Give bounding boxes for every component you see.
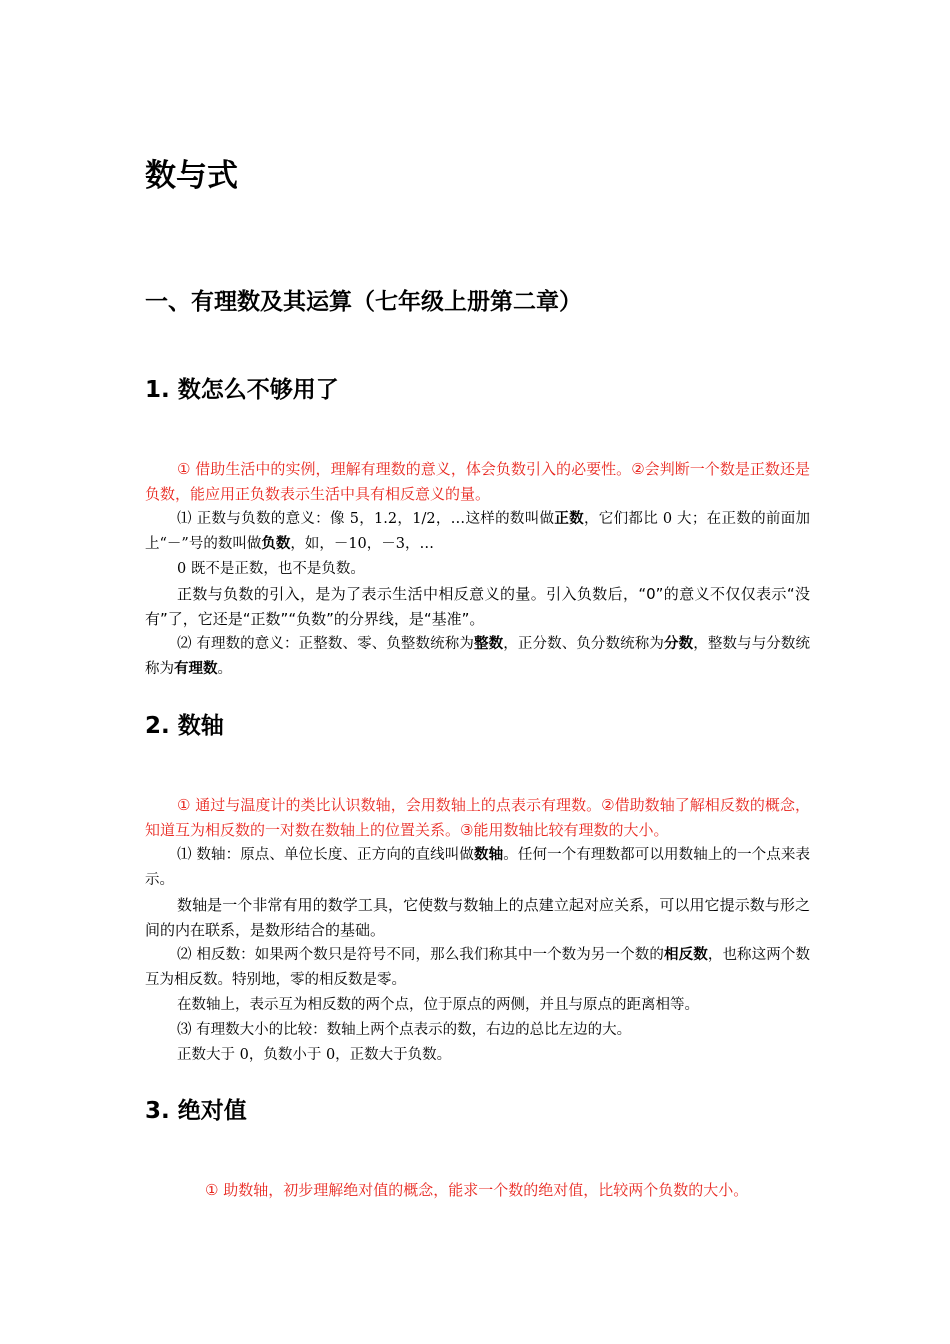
section-3-body [145,1178,820,1203]
section-2-body [145,793,810,1068]
section-2-goal: ① 通过与温度计的类比认识数轴，会用数轴上的点表示有理数。②借助数轴了解相反数的概念，知道互为相反数的一对数在数轴上的位置关系。③能用数轴比较有理数的大小。 [145,796,810,839]
paragraph-zero: 0 既不是正数，也不是负数。 [177,561,365,577]
paragraph-opposite-number: ⑵ 相反数：如果两个数只是符号不同，那么我们称其中一个数为另一个数的相反数，也称这两个数互为相反数。特别地，零的相反数是零。 [145,947,811,988]
section-2-heading: 2. 数轴 [145,713,224,739]
paragraph-compare: ⑶ 有理数大小的比较：数轴上两个点表示的数，右边的总比左边的大。 [177,1022,632,1038]
section-1-goal: ① 借助生活中的实例，理解有理数的意义，体会负数引入的必要性。②会判断一个数是正数还是负数，能应用正负数表示生活中具有相反意义的量。 [145,460,810,503]
section-1-heading: 1. 数怎么不够用了 [145,377,339,403]
section-3-goal: ① 助数轴，初步理解绝对值的概念，能求一个数的绝对值，比较两个负数的大小。 [205,1181,749,1199]
section-1-body [145,457,810,682]
paragraph-intro-negative: 正数与负数的引入，是为了表示生活中相反意义的量。引入负数后，“0”的意义不仅仅表示“没有”了，它还是“正数”“负数”的分界线，是“基准”。 [145,585,810,628]
paragraph-opposite-on-line: 在数轴上，表示互为相反数的两个点，位于原点的两侧，并且与原点的距离相等。 [177,997,699,1013]
paragraph-rational-meaning: ⑵ 有理数的意义：正整数、零、负整数统称为整数，正分数、负分数统称为分数，整数与与分数统称为有理数。 [145,636,811,677]
paragraph-number-line-tool: 数轴是一个非常有用的数学工具，它使数与数轴上的点建立起对应关系，可以用它提示数与形之间的内在联系，是数形结合的基础。 [145,896,810,939]
section-3-heading: 3. 绝对值 [145,1098,247,1124]
chapter-heading: 一、有理数及其运算（七年级上册第二章） [145,289,582,315]
paragraph-positive-negative: ⑴ 正数与负数的意义：像 5，1.2，1/2，…这样的数叫做正数，它们都比 0 大；在正数的前面加上“－”号的数叫做负数，如，－10，－3，… [145,511,811,552]
page-title: 数与式 [145,158,238,194]
paragraph-number-line: ⑴ 数轴：原点、单位长度、正方向的直线叫做数轴。任何一个有理数都可以用数轴上的一个点来表示。 [145,847,811,888]
paragraph-compare-rule: 正数大于 0，负数小于 0，正数大于负数。 [177,1047,452,1063]
